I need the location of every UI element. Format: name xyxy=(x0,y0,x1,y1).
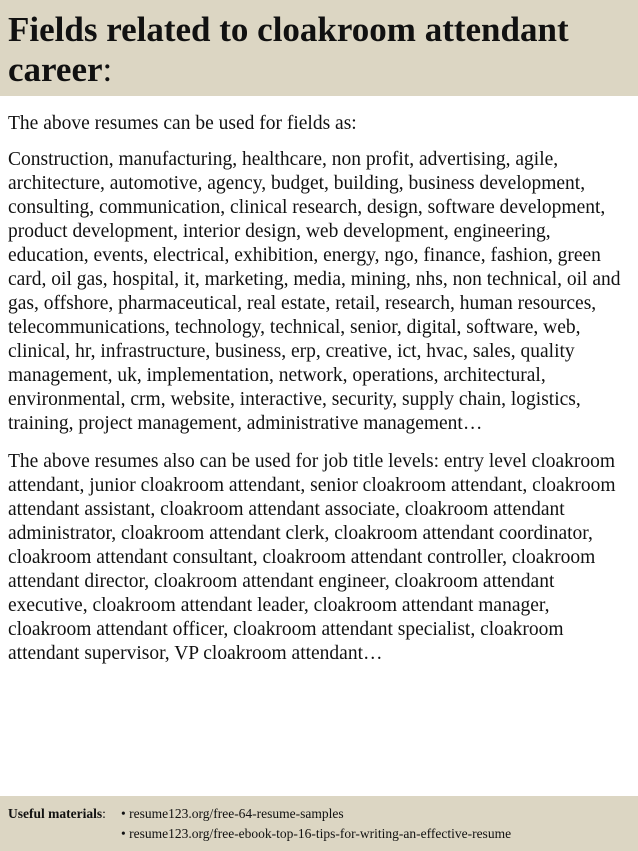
useful-materials-label-text: Useful materials xyxy=(8,806,103,821)
intro-text: The above resumes can be used for fields as: xyxy=(8,113,357,134)
footer-row-2 xyxy=(8,824,630,844)
footer-banner xyxy=(0,796,638,851)
job-titles-paragraph: The above resumes also can be used for job title levels: entry level cloakroom attendant, junior cloakroom attendant, senior cloakroom attendant, cloakroom attendant assistant, cloakroom attendant associate, cloakroom attendant administrator, cloakroom attendant clerk, cloakroom attendant coordinator, cloakroom attendant consultant, cloakroom attendant controller, cloakroom attendant director, cloakroom attendant engineer, cloakroom attendant executive, cloakroom attendant leader, cloakroom attendant manager, cloakroom attendant officer, cloakroom attendant specialist, cloakroom attendant supervisor, VP cloakroom attendant… xyxy=(8,451,616,664)
footer-row-1 xyxy=(8,804,630,824)
ebook-tips-link[interactable]: • resume123.org/free-ebook-top-16-tips-for-writing-an-effective-resume xyxy=(121,826,512,841)
main-content xyxy=(8,112,632,680)
fields-paragraph: Construction, manufacturing, healthcare, non profit, advertising, agile, architecture, automotive, agency, budget, building, business development, consulting, communication, clinical research, design, software development, product development, interior design, web development, engineering, education, events, electrical, exhibition, energy, ngo, finance, fashion, green card, oil gas, hospital, it, marketing, media, mining, nhs, non technical, oil and gas, offshore, pharmaceutical, real estate, retail, research, human resources, telecommunications, technology, technical, senior, digital, software, web, clinical, hr, infrastructure, business, erp, creative, ict, hvac, sales, quality management, uk, implementation, network, operations, architectural, environmental, crm, website, interactive, security, supply chain, logistics, training, project management, administrative management… xyxy=(8,149,621,434)
page-title xyxy=(8,10,630,90)
useful-materials-label-colon: : xyxy=(102,806,106,821)
footer-label-spacer xyxy=(8,824,121,844)
resume-samples-link[interactable]: • resume123.org/free-64-resume-samples xyxy=(121,806,344,821)
page-title-text: Fields related to cloakroom attendant career xyxy=(8,10,569,89)
useful-materials-label xyxy=(8,804,121,824)
page-title-colon: : xyxy=(102,50,113,89)
title-banner xyxy=(0,0,638,96)
